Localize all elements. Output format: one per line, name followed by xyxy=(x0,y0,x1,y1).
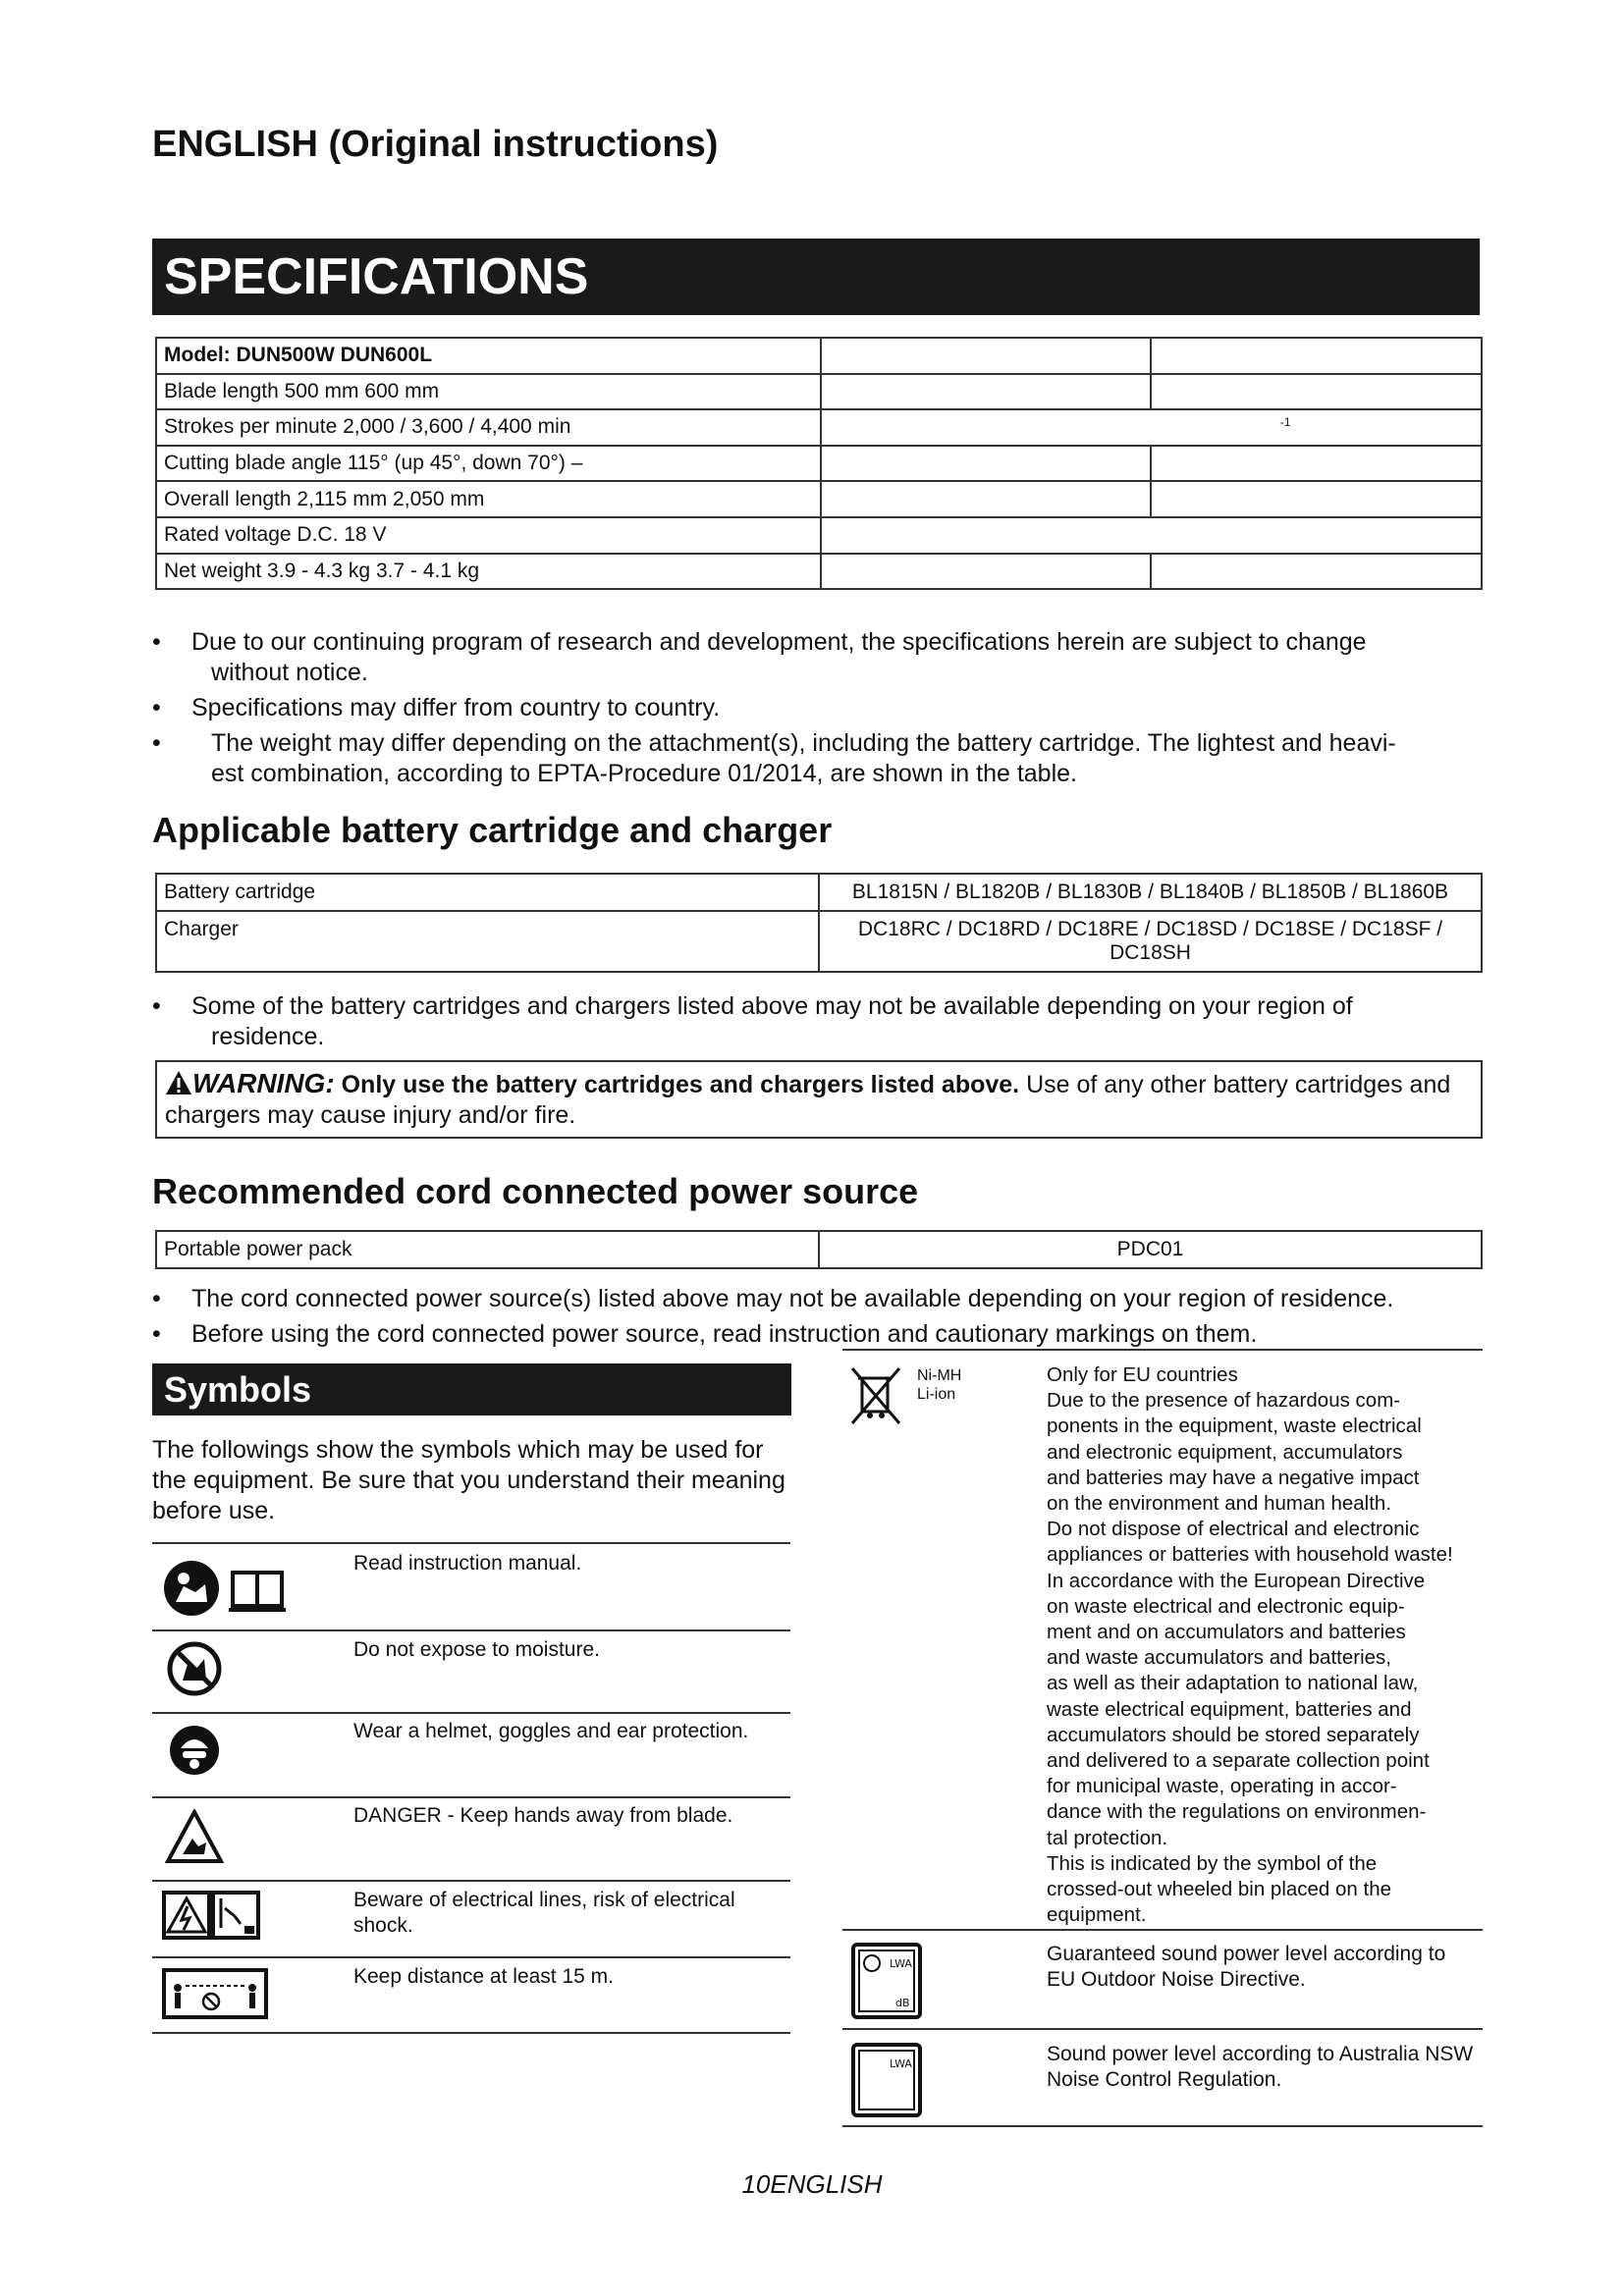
list-item: • Specifications may differ from country to country. xyxy=(152,693,1488,723)
power-source-table xyxy=(155,1230,1483,1269)
table-row xyxy=(156,517,1482,554)
warning-box xyxy=(155,1060,1483,1139)
symbol-text: Keep distance at least 15 m. xyxy=(353,1965,614,1988)
battery-value: BL1815N / BL1820B / BL1830B / BL1840B / BL1850B / BL1860B xyxy=(819,874,1482,911)
battery-heading: Applicable battery cartridge and charger xyxy=(152,810,833,850)
table-row xyxy=(156,446,1482,482)
electrical-lines-icon xyxy=(162,1889,262,1944)
spec-label: Model: DUN500W DUN600L xyxy=(156,338,821,374)
spec-label: Strokes per minute 2,000 / 3,600 / 4,400 min xyxy=(156,409,821,446)
table-row xyxy=(156,481,1482,517)
power-value: PDC01 xyxy=(819,1231,1482,1268)
battery-label: Battery cartridge xyxy=(156,874,819,911)
divider xyxy=(152,1796,790,1798)
battery-notes xyxy=(152,991,1488,1057)
list-item: • Before using the cord connected power source, read instruction and cautionary markings on them. xyxy=(152,1319,1507,1350)
page-number: 10ENGLISH xyxy=(741,2169,883,2199)
page-language-title: ENGLISH (Original instructions) xyxy=(152,124,719,165)
list-item: • The weight may differ depending on the attachment(s), including the battery cartridge. The lightest and heavi- est combination, according to EPTA-Procedure 01/2014, are shown in the table. xyxy=(152,728,1488,789)
divider xyxy=(842,2028,1483,2030)
db-label: dB xyxy=(895,1997,910,2009)
table-row xyxy=(156,338,1482,374)
sound-power-au-icon xyxy=(850,2042,923,2118)
no-moisture-icon xyxy=(167,1641,222,1696)
divider xyxy=(152,1542,790,1544)
table-row xyxy=(156,911,1482,972)
divider xyxy=(152,2032,790,2034)
table-row xyxy=(156,374,1482,410)
warning-bold-text: Only use the battery cartridges and chargers listed above. xyxy=(341,1071,1020,1098)
divider xyxy=(842,2125,1483,2127)
battery-type-labels: Ni-MH Li-ion xyxy=(917,1367,962,1403)
symbols-heading: Symbols xyxy=(152,1363,791,1415)
spec-label: Net weight 3.9 - 4.3 kg 3.7 - 4.1 kg xyxy=(156,554,821,590)
superscript: -1 xyxy=(1279,415,1291,430)
table-row xyxy=(156,874,1482,911)
power-label: Portable power pack xyxy=(156,1231,819,1268)
sound-power-eu-icon xyxy=(850,1942,923,2020)
list-item: • Due to our continuing program of research and development, the specifications herein are subject to change without notice. xyxy=(152,627,1488,688)
divider xyxy=(152,1629,790,1631)
power-source-heading: Recommended cord connected power source xyxy=(152,1171,919,1211)
symbol-text: Do not expose to moisture. xyxy=(353,1638,600,1661)
symbols-intro: The followings show the symbols which may be used for the equipment. Be sure that you understand their meaning before use. xyxy=(152,1436,785,1524)
crossed-out-bin-icon xyxy=(848,1364,903,1427)
lwa-label: LWA xyxy=(890,2057,912,2070)
table-row xyxy=(156,1231,1482,1268)
list-item: • The cord connected power source(s) listed above may not be available depending on your region of residence. xyxy=(152,1284,1507,1314)
charger-label: Charger xyxy=(156,911,819,972)
warning-triangle-icon xyxy=(165,1070,192,1095)
divider xyxy=(842,1349,1483,1351)
specifications-heading: SPECIFICATIONS xyxy=(152,239,1480,315)
spec-label: Cutting blade angle 115° (up 45°, down 70°) – xyxy=(156,446,821,482)
table-row xyxy=(156,409,1482,446)
lwa-label: LWA xyxy=(890,1957,912,1970)
symbol-text: Read instruction manual. xyxy=(353,1552,582,1575)
table-row xyxy=(156,554,1482,590)
helmet-goggles-icon xyxy=(169,1725,220,1776)
divider xyxy=(152,1712,790,1714)
spec-label: Blade length 500 mm 600 mm xyxy=(156,374,821,410)
divider xyxy=(842,1929,1483,1931)
symbol-text: Beware of electrical lines, risk of electrical shock. xyxy=(353,1889,735,1937)
spec-label: Rated voltage D.C. 18 V xyxy=(156,517,821,554)
read-manual-icon xyxy=(162,1559,290,1618)
eu-disposal-text: Only for EU countries Due to the presence of hazardous com- ponents in the equipment, waste electrical and electronic equipment, accumulators and batteries may have a negative impact on the environment and human health. Do not dispose of electrical and electronic appliances or batteries with household waste! In accordance with the European Directive on waste electrical and electronic equip- ment and on accumulators and batteries and waste accumulators and batteries, as well as their adaptation to national law, waste electrical equipment, batteries and accumulators should be stored separately and delivered to a separate collection point for municipal waste, operating in accor- dance with the regulations on environmen- tal protection. This is indicated by the symbol of the crossed-out wheeled bin placed on the equipment. xyxy=(1047,1363,1453,1927)
battery-table xyxy=(155,873,1483,973)
divider xyxy=(152,1956,790,1958)
specifications-table xyxy=(155,337,1483,590)
symbol-text: DANGER - Keep hands away from blade. xyxy=(353,1804,733,1827)
symbol-text: Wear a helmet, goggles and ear protection. xyxy=(353,1720,749,1742)
list-item: • Some of the battery cartridges and chargers listed above may not be available depending on your region of residence. xyxy=(152,991,1488,1052)
keep-distance-icon xyxy=(162,1966,270,2021)
warning-label: WARNING: xyxy=(192,1068,335,1098)
charger-value: DC18RC / DC18RD / DC18RE / DC18SD / DC18SE / DC18SF / DC18SH xyxy=(819,911,1482,972)
warning-text: Use of any other battery cartridges and chargers may cause injury and/or fire. xyxy=(165,1071,1451,1129)
symbol-text: Guaranteed sound power level according to EU Outdoor Noise Directive. xyxy=(1047,1943,1446,1991)
spec-notes xyxy=(152,627,1488,794)
divider xyxy=(152,1880,790,1882)
power-notes xyxy=(152,1284,1507,1355)
danger-blade-icon xyxy=(165,1809,224,1864)
symbol-text: Sound power level according to Australia NSW Noise Control Regulation. xyxy=(1047,2043,1474,2091)
spec-label: Overall length 2,115 mm 2,050 mm xyxy=(156,481,821,517)
